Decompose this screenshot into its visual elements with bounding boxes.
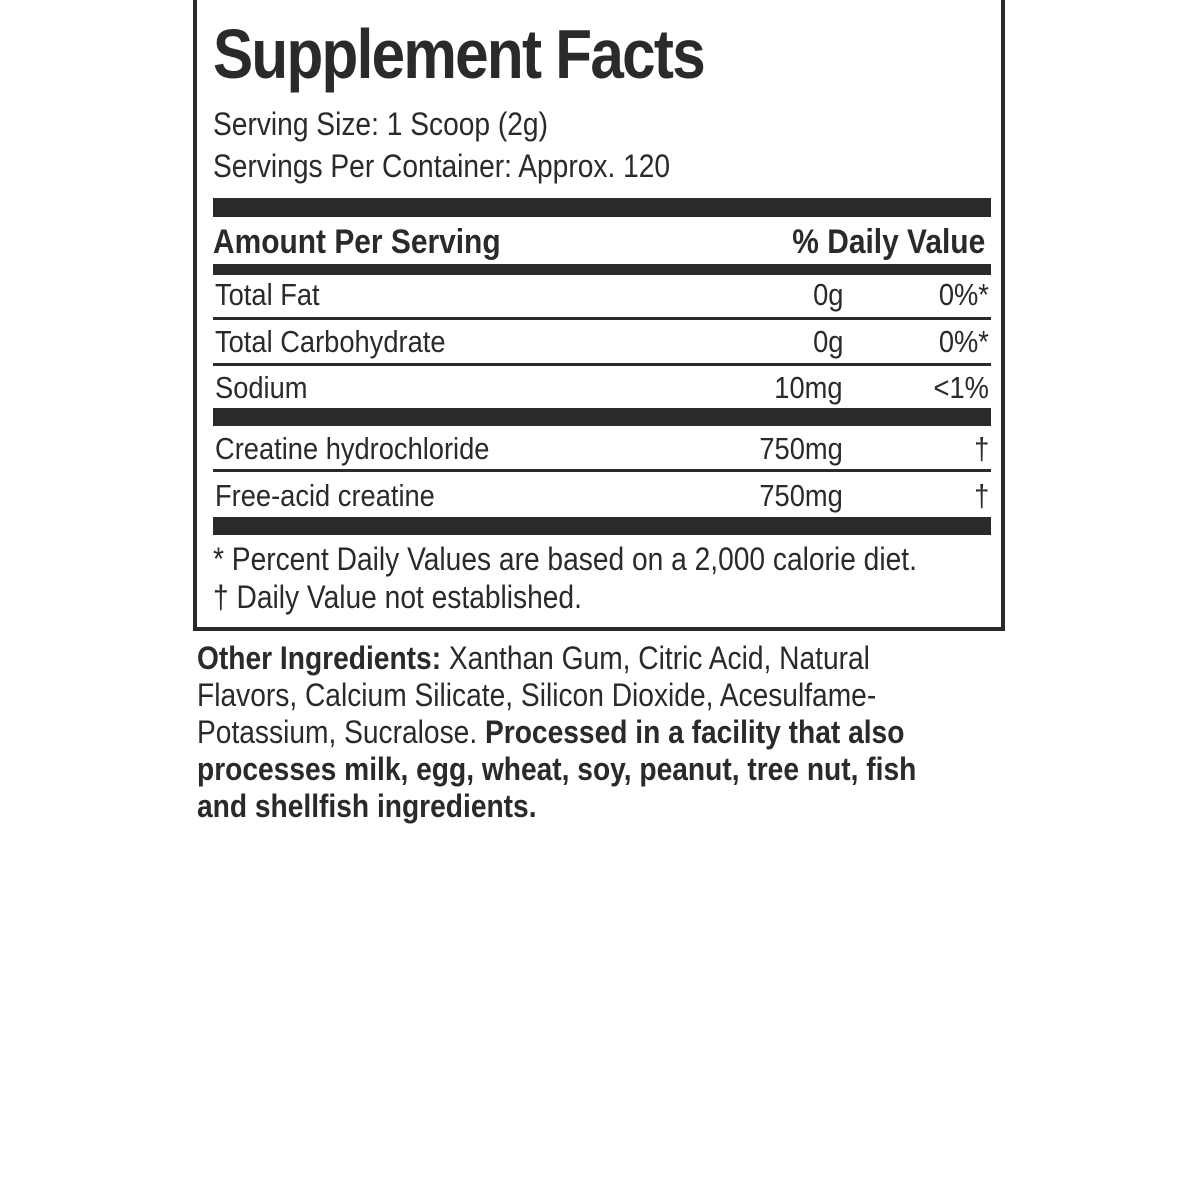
medium-divider [213, 264, 991, 275]
thick-divider [213, 408, 991, 426]
nutrient-name: Free-acid creatine [215, 478, 435, 513]
row-divider [213, 469, 991, 472]
nutrient-name: Sodium [215, 370, 308, 405]
label-title: Supplement Facts [213, 15, 704, 93]
allergen-warning: Processed in a facility that also processes milk, egg, wheat, soy, peanut, tree nut, fish and shellfish ingredients. [197, 714, 917, 824]
nutrient-amount: 0g [812, 277, 843, 312]
nutrient-name: Total Carbohydrate [215, 324, 446, 359]
nutrient-daily-value: 0%* [938, 277, 989, 312]
table-row [213, 476, 991, 516]
nutrient-amount: 10mg [774, 370, 843, 405]
footnote-dagger: † Daily Value not established. [213, 579, 582, 615]
table-row [213, 368, 991, 408]
serving-size: Serving Size: 1 Scoop (2g) [213, 106, 548, 142]
thick-divider [213, 517, 991, 535]
amount-per-serving-heading: Amount Per Serving [213, 223, 501, 261]
table-row [213, 275, 991, 315]
nutrient-amount: 750mg [759, 431, 843, 466]
nutrient-name: Total Fat [215, 277, 320, 312]
table-row [213, 322, 991, 362]
nutrient-amount: 750mg [759, 478, 843, 513]
other-ingredients-list: Xanthan Gum, Citric Acid, Natural Flavors, Calcium Silicate, Silicon Dioxide, Acesulfame-Potassium, Sucralose. [197, 640, 877, 750]
supplement-facts-panel [193, 0, 1005, 631]
footnote-percent-daily: * Percent Daily Values are based on a 2,000 calorie diet. [213, 541, 917, 577]
other-ingredients-heading: Other Ingredients: [197, 640, 442, 676]
row-divider [213, 363, 991, 366]
nutrient-amount: 0g [812, 324, 843, 359]
nutrient-daily-value: † [973, 478, 989, 513]
table-header [213, 222, 985, 262]
nutrient-daily-value: <1% [933, 370, 989, 405]
row-divider [213, 317, 991, 320]
other-ingredients [197, 640, 936, 825]
thick-divider [213, 198, 991, 217]
daily-value-heading: % Daily Value [792, 223, 985, 261]
nutrient-name: Creatine hydrochloride [215, 431, 490, 466]
nutrient-daily-value: † [973, 431, 989, 466]
nutrient-daily-value: 0%* [938, 324, 989, 359]
table-row [213, 429, 991, 469]
servings-per-container: Servings Per Container: Approx. 120 [213, 148, 671, 184]
